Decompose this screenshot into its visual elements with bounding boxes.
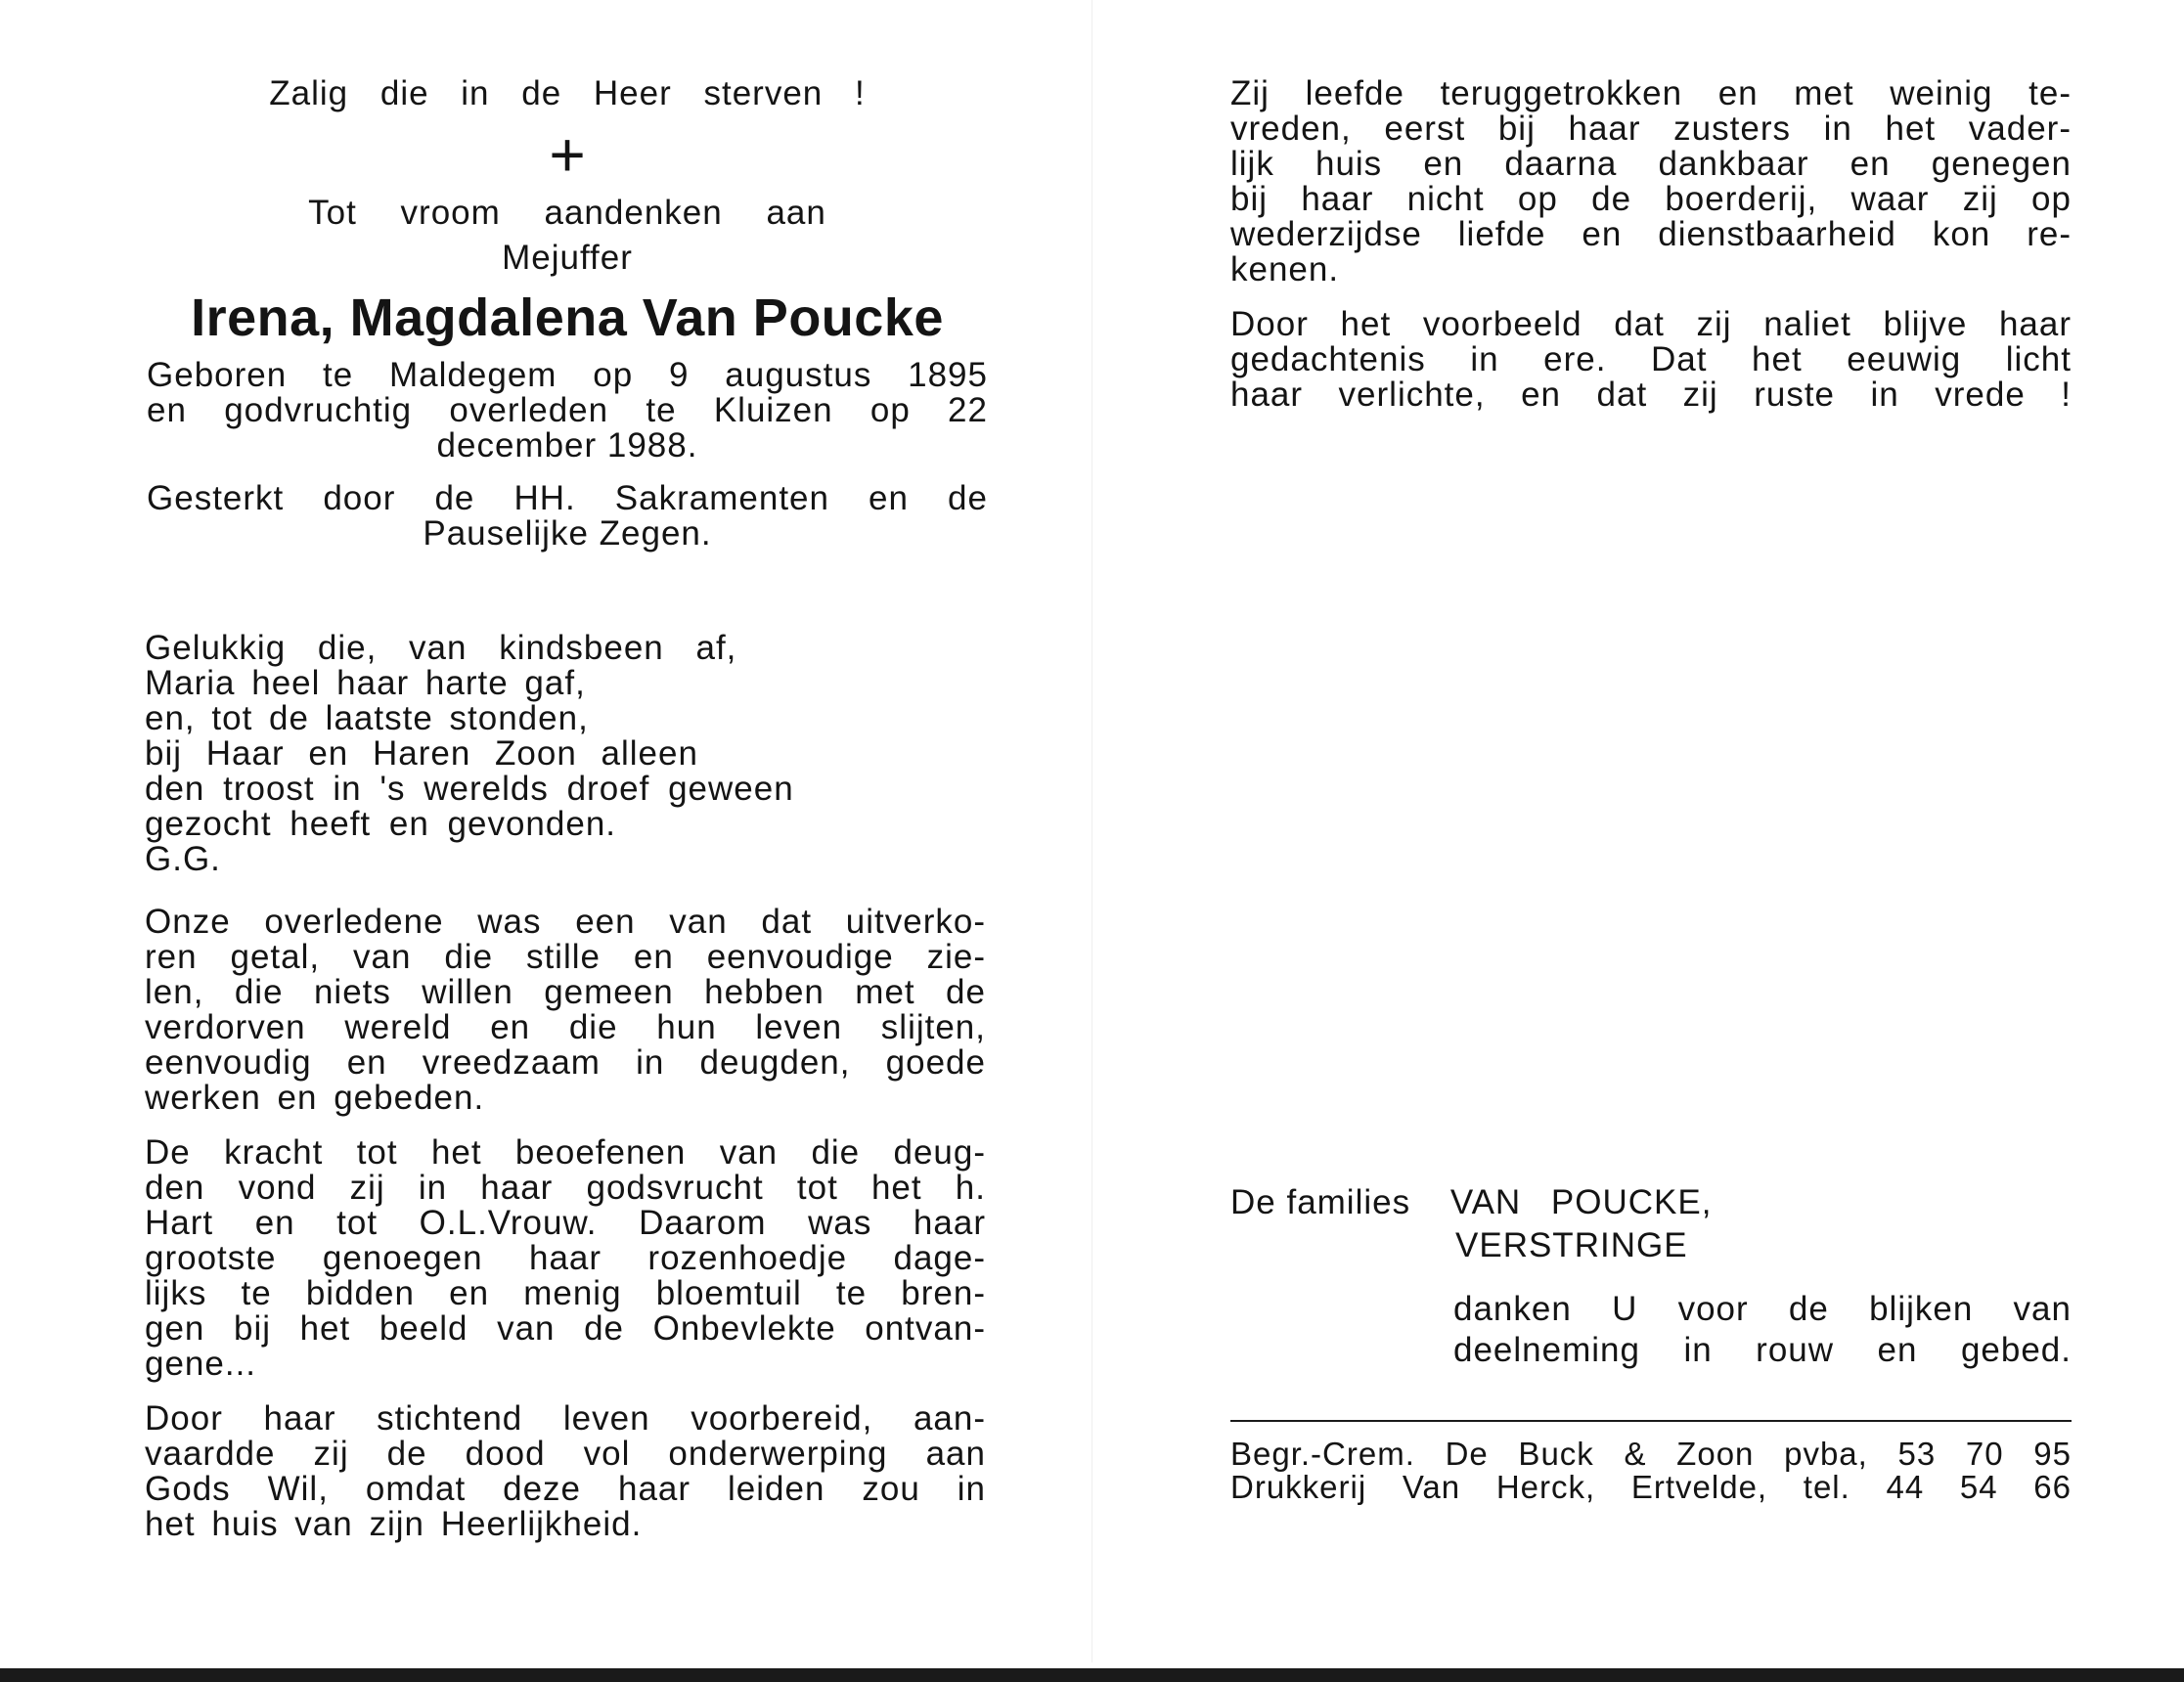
- text-line: Hart en tot O.L.Vrouw. Daarom was haar: [145, 1204, 986, 1242]
- text-line: lijk huis en daarna dankbaar en genegen: [1230, 145, 2072, 183]
- left-body-block: [145, 631, 986, 1562]
- text-line: Door het voorbeeld dat zij naliet blijve haar: [1230, 305, 2072, 343]
- poem-line: Gelukkig die, van kindsbeen af,: [145, 629, 737, 667]
- card-bottom-edge: [0, 1668, 2184, 1682]
- text-line: werken en gebeden.: [145, 1079, 485, 1117]
- birth-line-3: december 1988.: [436, 426, 698, 465]
- poem-line: den troost in 's werelds droef geween: [145, 770, 794, 808]
- divider: [1230, 1420, 2072, 1422]
- motto: Zalig die in de Heer sterven !: [269, 74, 866, 112]
- title-mejuffer: Mejuffer: [502, 239, 633, 277]
- poem-line: Maria heel haar harte gaf,: [145, 664, 586, 702]
- right-body-block: [1230, 76, 2072, 432]
- text-line: eenvoudig en vreedzaam in deugden, goede: [145, 1043, 986, 1082]
- thanks-block: [1230, 1289, 2072, 1371]
- text-line: den vond zij in haar godsvrucht tot het h.: [145, 1169, 986, 1207]
- text-line: bij haar nicht op de boerderij, waar zij op: [1230, 180, 2072, 218]
- families-line: [1230, 1185, 2072, 1220]
- text-line: lijks te bidden en menig bloemtuil te bren-: [145, 1274, 986, 1312]
- credits-block: [1230, 1438, 2072, 1504]
- text-line: grootste genoegen haar rozenhoedje dage-: [145, 1239, 986, 1277]
- text-line: ren getal, van die stille en eenvoudige zie-: [145, 938, 986, 976]
- paragraph-death: [145, 1401, 986, 1542]
- deceased-name: Irena, Magdalena Van Poucke: [191, 288, 944, 347]
- paragraph-devotion: [145, 1135, 986, 1382]
- text-line: verdorven wereld en die hun leven slijten,: [145, 1008, 986, 1046]
- sacraments-line-2: Pauselijke Zegen.: [423, 514, 712, 553]
- family-name-2: VERSTRINGE: [1455, 1226, 1688, 1264]
- sacraments-block: [147, 481, 988, 552]
- text-line: het huis van zijn Heerlijkheid.: [145, 1505, 643, 1543]
- text-line: Gods Wil, omdat deze haar leiden zou in: [145, 1470, 986, 1508]
- birth-death-block: [147, 358, 988, 464]
- memory-line: Tot vroom aandenken aan: [308, 194, 826, 232]
- text-line: Door haar stichtend leven voorbereid, aan-: [145, 1399, 986, 1438]
- families-intro: De families: [1230, 1183, 1411, 1221]
- family-name-1: VAN POUCKE,: [1449, 1183, 1713, 1221]
- credit-line-1: Begr.-Crem. De Buck & Zoon pvba, 53 70 95: [1230, 1436, 2072, 1472]
- birth-line-2: en godvruchtig overleden te Kluizen op 22: [147, 391, 988, 429]
- text-line: De kracht tot het beoefenen van die deug-: [145, 1133, 986, 1172]
- text-line: kenen.: [1230, 250, 1340, 288]
- text-line: wederzijdse liefde en dienstbaarheid kon re-: [1230, 215, 2072, 253]
- poem-signature: G.G.: [145, 840, 221, 878]
- left-header-block: [147, 76, 988, 552]
- poem-line: bij Haar en Haren Zoon alleen: [145, 734, 698, 773]
- text-line: gen bij het beeld van de Onbevlekte ontvan-: [145, 1309, 986, 1348]
- sacraments-line-1: Gesterkt door de HH. Sakramenten en de: [147, 479, 988, 517]
- text-line: len, die niets willen gemeen hebben met de: [145, 973, 986, 1011]
- text-line: Onze overledene was een van dat uitverko-: [145, 903, 986, 941]
- text-line: haar verlichte, en dat zij ruste in vrede !: [1230, 376, 2072, 414]
- paragraph-virtue: [145, 905, 986, 1116]
- text-line: gene...: [145, 1345, 257, 1383]
- text-line: vaardde zij de dood vol onderwerping aan: [145, 1435, 986, 1473]
- thanks-line-2: deelneming in rouw en gebed.: [1453, 1331, 2072, 1369]
- paragraph-life: [1230, 76, 2072, 288]
- credit-line-2: Drukkerij Van Herck, Ertvelde, tel. 44 54 66: [1230, 1469, 2072, 1505]
- cross-icon: +: [549, 119, 586, 190]
- poem-line: en, tot de laatste stonden,: [145, 699, 589, 737]
- thanks-line-1: danken U voor de blijken van: [1453, 1290, 2072, 1328]
- text-line: vreden, eerst bij haar zusters in het vader-: [1230, 110, 2072, 148]
- poem-line: gezocht heeft en gevonden.: [145, 805, 617, 843]
- text-line: gedachtenis in ere. Dat het eeuwig licht: [1230, 340, 2072, 378]
- paragraph-remembrance: [1230, 307, 2072, 413]
- families-block: [1230, 1185, 2072, 1504]
- text-line: Zij leefde teruggetrokken en met weinig te-: [1230, 74, 2072, 112]
- poem: [145, 631, 986, 877]
- birth-line-1: Geboren te Maldegem op 9 augustus 1895: [147, 356, 988, 394]
